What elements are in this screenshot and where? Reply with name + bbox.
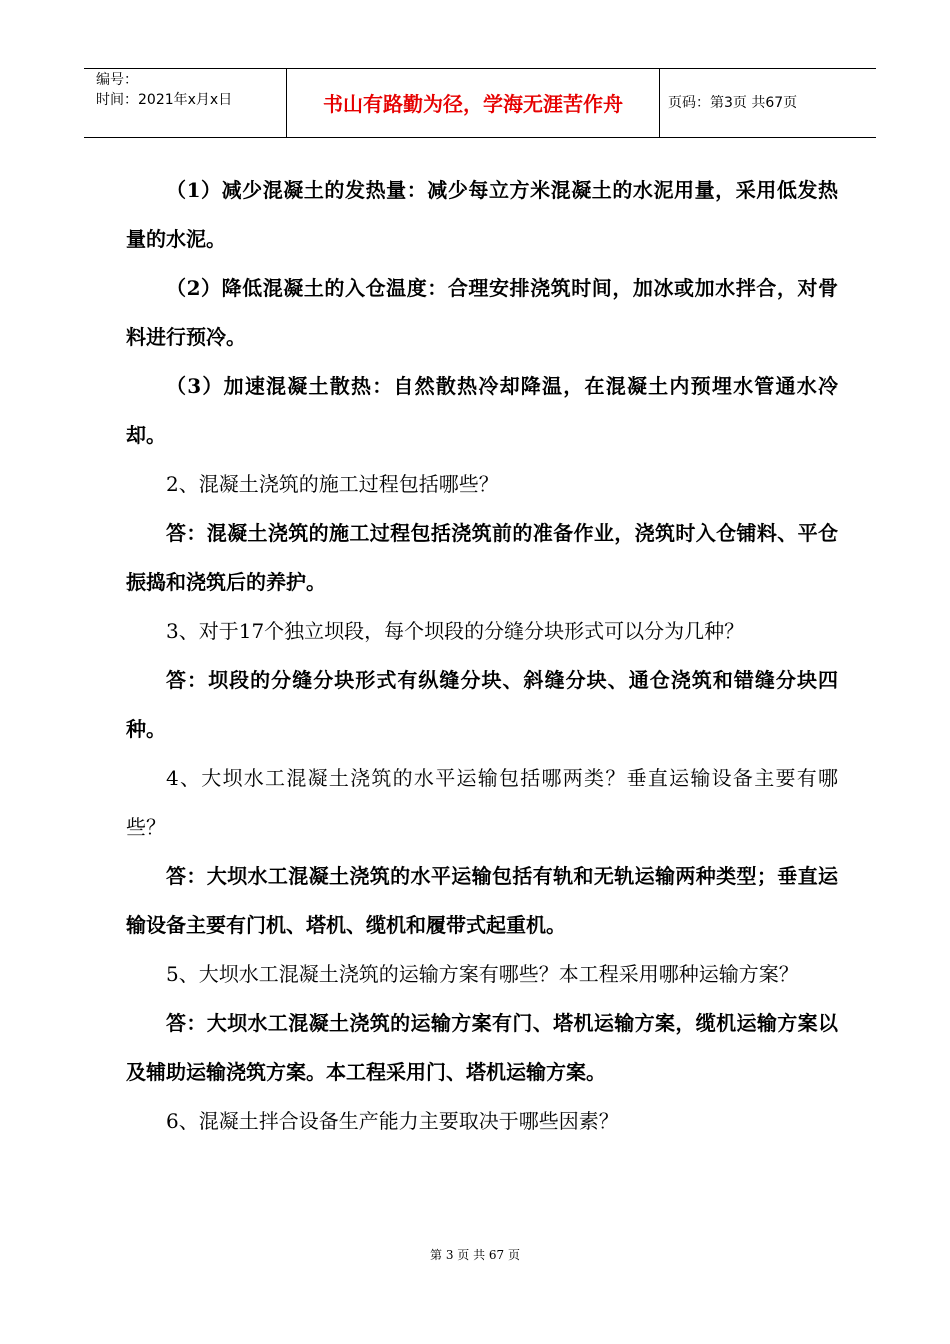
paragraph: 4、大坝水工混凝土浇筑的水平运输包括哪两类？垂直运输设备主要有哪些？ (126, 766, 838, 839)
number-label: 编号： (96, 72, 138, 88)
paragraph: （2）降低混凝土的入仓温度：合理安排浇筑时间，加冰或加水拌合，对骨料进行预冷。 (126, 276, 838, 349)
paragraph: 6、混凝土拌合设备生产能力主要取决于哪些因素？ (166, 1109, 619, 1133)
motto-text: 书山有路勤为径，学海无涯苦作舟 (323, 92, 623, 116)
paragraph: 答：大坝水工混凝土浇筑的水平运输包括有轨和无轨运输两种类型；垂直运输设备主要有门机、塔机、缆机和履带式起重机。 (126, 864, 838, 937)
paragraph: 3、对于17个独立坝段，每个坝段的分缝分块形式可以分为几种？ (166, 619, 745, 643)
header-page-info: 页码：第3页 共67页 (668, 95, 798, 111)
page-header (84, 68, 876, 138)
paragraph: 答：大坝水工混凝土浇筑的运输方案有门、塔机运输方案，缆机运输方案以及辅助运输浇筑方案。本工程采用门、塔机运输方案。 (126, 1011, 838, 1084)
page-footer: 第 3 页 共 67 页 (430, 1248, 520, 1262)
header-page-cell (660, 69, 876, 137)
header-meta-cell (84, 69, 286, 137)
header-motto-cell (286, 69, 660, 137)
paragraph: （3）加速混凝土散热：自然散热冷却降温，在混凝土内预埋水管通水冷却。 (126, 374, 838, 447)
paragraph: 答：混凝土浇筑的施工过程包括浇筑前的准备作业，浇筑时入仓铺料、平仓振捣和浇筑后的养护。 (126, 521, 838, 594)
paragraph: 答：坝段的分缝分块形式有纵缝分块、斜缝分块、通仓浇筑和错缝分块四种。 (126, 668, 838, 741)
time-label: 时间：2021年x月x日 (96, 92, 233, 108)
paragraph: 5、大坝水工混凝土浇筑的运输方案有哪些？本工程采用哪种运输方案？ (166, 962, 799, 986)
document-body (126, 166, 838, 1146)
paragraph: 2、混凝土浇筑的施工过程包括哪些？ (166, 472, 499, 496)
paragraph: （1）减少混凝土的发热量：减少每立方米混凝土的水泥用量，采用低发热量的水泥。 (126, 178, 838, 251)
